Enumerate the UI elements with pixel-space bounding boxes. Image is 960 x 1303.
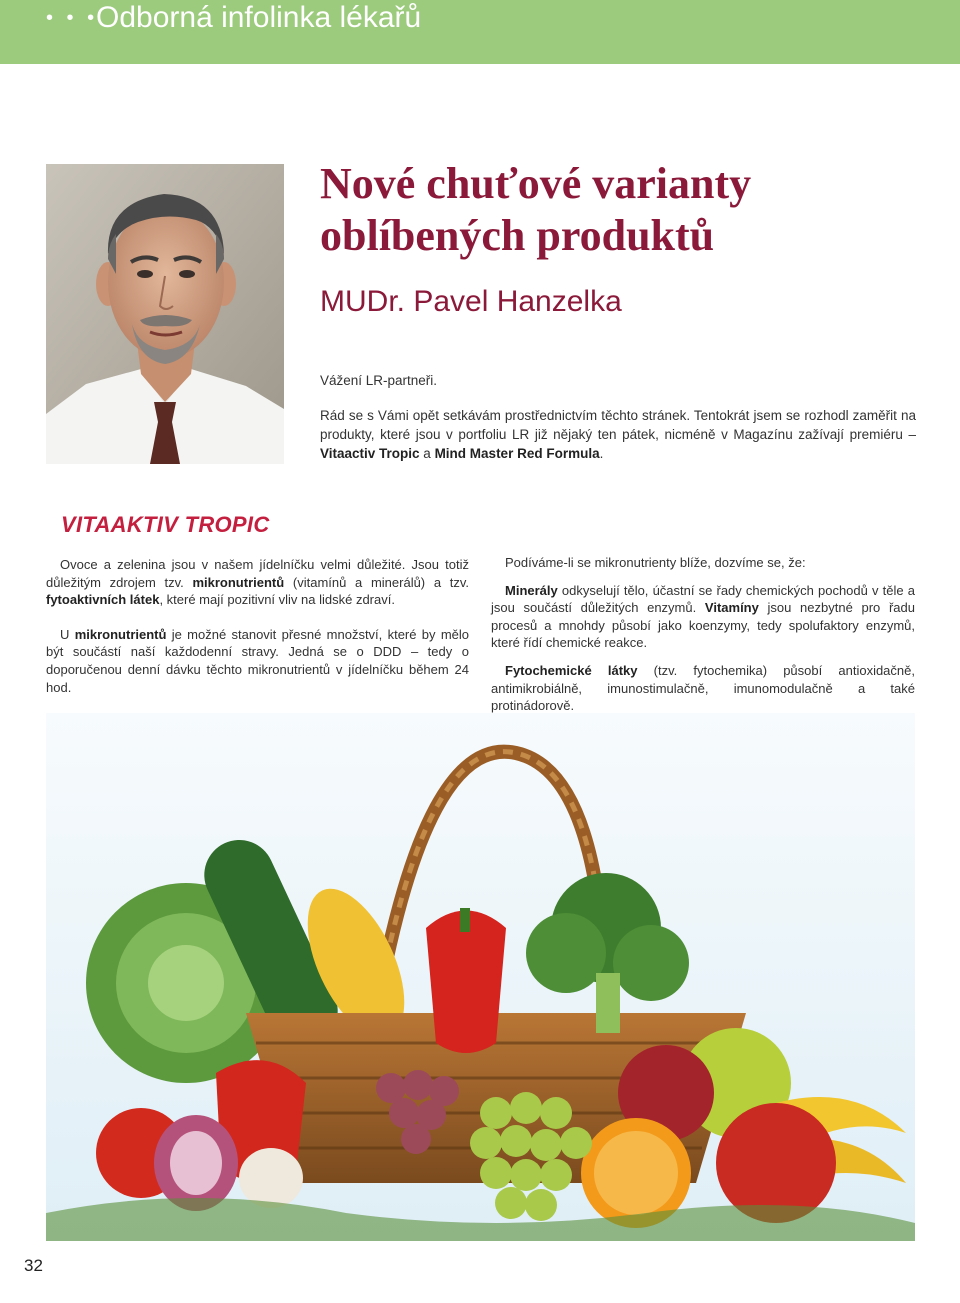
text-span: , které mají pozitivní vliv na lidské zdraví. bbox=[159, 592, 395, 608]
person-photo-icon bbox=[46, 164, 284, 464]
header-dots: • • • bbox=[46, 7, 99, 29]
left-paragraph-1 bbox=[46, 556, 469, 609]
section-heading: VITAAKTIV TROPIC bbox=[61, 512, 270, 537]
intro-product-1: Vitaactiv Tropic bbox=[320, 446, 420, 461]
text-span: (tzv. fytochemika) působí antioxidačně, antimikrobiálně, imunostimulačně, imunomodulačně a také protinádorově. bbox=[491, 662, 915, 714]
fruit-basket-photo bbox=[46, 713, 915, 1241]
left-paragraph-2 bbox=[46, 626, 469, 696]
intro-text-2: a bbox=[419, 446, 435, 461]
bold-term: Minerály bbox=[505, 582, 558, 598]
right-column bbox=[491, 554, 915, 725]
article-title bbox=[320, 158, 920, 262]
header-title: Odborná infolinka lékařů bbox=[96, 1, 422, 34]
text-span: je možné stanovit přesné množství, které by mělo být součástí naší každodenní stravy. Jedná se o DDD – tedy o doporučenou denní dávku těchto mikronutrientů v jídelníčku během 24 hod. bbox=[46, 626, 470, 695]
bold-term: fytoaktivních látek bbox=[46, 592, 160, 608]
portrait-photo bbox=[46, 164, 284, 464]
intro-text-1: Rád se s Vámi opět setkávám prostřednictvím těchto stránek. Tentokrát jsem se rozhodl zaměřit na produkty, které jsou v portfoliu LR již nějaký ten pátek, nicméně v Magazínu zažívají premiéru – bbox=[320, 408, 916, 442]
right-paragraph-2 bbox=[491, 582, 915, 652]
text-span: (vitamínů a minerálů) a tzv. bbox=[284, 574, 469, 590]
greeting: Vážení LR-partneři. bbox=[320, 373, 438, 388]
intro-text-3: . bbox=[599, 446, 604, 461]
bold-term: mikronutrientů bbox=[74, 626, 167, 642]
text-span: U bbox=[60, 626, 75, 642]
right-paragraph-1: Podíváme-li se mikronutrienty blíže, dozvíme se, že: bbox=[505, 555, 806, 570]
text-span: Ovoce a zelenina jsou v našem jídelníčku velmi důležité. Jsou totiž důležitým zdrojem tzv. bbox=[46, 557, 469, 590]
left-column bbox=[46, 556, 469, 713]
intro-product-2: Mind Master Red Formula bbox=[434, 446, 600, 461]
author-name: MUDr. Pavel Hanzelka bbox=[320, 285, 622, 318]
bold-term: Vitamíny bbox=[704, 600, 759, 616]
text-span: jsou nezbytné pro řadu procesů a mnohdy působí jako koenzymy, tedy spolufaktory enzymů, které řídí chemické reakce. bbox=[491, 600, 915, 651]
bold-term: mikronutrientů bbox=[192, 574, 285, 590]
bold-term: Fytochemické látky bbox=[505, 662, 638, 678]
header-band bbox=[0, 0, 960, 64]
right-paragraph-3 bbox=[491, 662, 915, 715]
text-span: odkyselují tělo, účastní se řady chemických pochodů v těle a jsou součástí důležitých enzymů. bbox=[491, 582, 915, 616]
page-number: 32 bbox=[24, 1256, 43, 1275]
intro-paragraph bbox=[320, 406, 916, 463]
fruit-basket-icon bbox=[46, 713, 915, 1241]
article-title-line-1: Nové chuťové varianty bbox=[320, 159, 752, 208]
article-title-line-2: oblíbených produktů bbox=[320, 211, 715, 260]
